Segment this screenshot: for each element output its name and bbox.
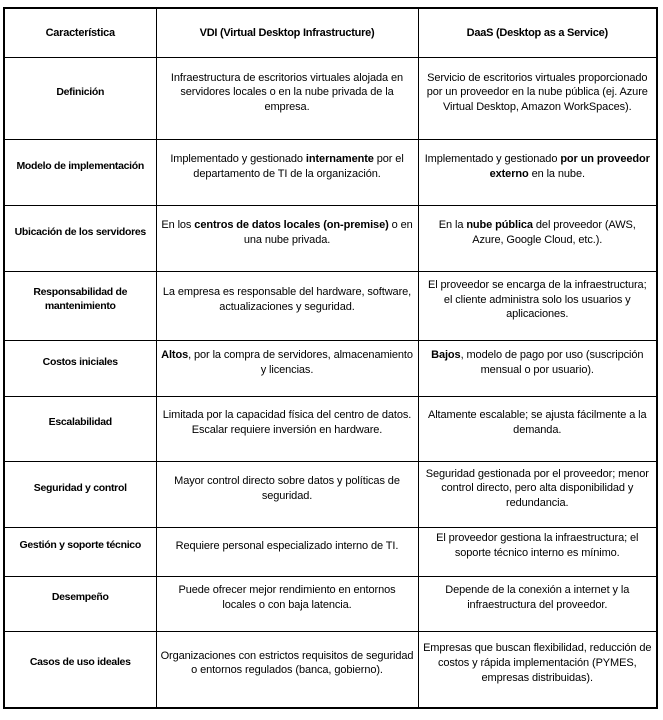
vdi-cell: Requiere personal especializado interno de TI.	[156, 528, 418, 577]
table-row-ubicacion-servidores	[4, 206, 657, 272]
vdi-cell: Organizaciones con estrictos requisitos de seguridad o entornos regulados (banca, gobierno).	[156, 632, 418, 708]
vdi-cell: Altos, por la compra de servidores, almacenamiento y licencias.	[156, 341, 418, 397]
table-row-modelo-de-implementacion	[4, 140, 657, 206]
feature-cell: Definición	[4, 58, 156, 140]
column-header-caracteristica: Característica	[4, 8, 156, 58]
column-header-vdi: VDI (Virtual Desktop Infrastructure)	[156, 8, 418, 58]
vdi-cell: Limitada por la capacidad física del centro de datos. Escalar requiere inversión en hardware.	[156, 397, 418, 462]
vdi-cell: La empresa es responsable del hardware, software, actualizaciones y seguridad.	[156, 272, 418, 341]
vdi-cell: Puede ofrecer mejor rendimiento en entornos locales o con baja latencia.	[156, 577, 418, 632]
feature-cell: Gestión y soporte técnico	[4, 528, 156, 577]
table-row-casos-de-uso-ideales	[4, 632, 657, 708]
table-row-escalabilidad	[4, 397, 657, 462]
table-row-seguridad-y-control	[4, 462, 657, 528]
feature-cell: Desempeño	[4, 577, 156, 632]
daas-cell: Implementado y gestionado por un proveedor externo en la nube.	[418, 140, 657, 206]
table-row-responsabilidad-mantenimiento	[4, 272, 657, 341]
column-header-daas: DaaS (Desktop as a Service)	[418, 8, 657, 58]
daas-cell: Altamente escalable; se ajusta fácilmente a la demanda.	[418, 397, 657, 462]
vdi-cell: En los centros de datos locales (on-premise) o en una nube privada.	[156, 206, 418, 272]
vdi-cell: Implementado y gestionado internamente por el departamento de TI de la organización.	[156, 140, 418, 206]
table-row-definicion	[4, 58, 657, 140]
vdi-cell: Infraestructura de escritorios virtuales alojada en servidores locales o en la nube privada de la empresa.	[156, 58, 418, 140]
feature-cell: Ubicación de los servidores	[4, 206, 156, 272]
table-row-gestion-soporte-tecnico	[4, 528, 657, 577]
table-header-row	[4, 8, 657, 58]
daas-cell: Servicio de escritorios virtuales proporcionado por un proveedor en la nube pública (ej. Azure Virtual Desktop, Amazon WorkSpaces).	[418, 58, 657, 140]
feature-cell: Costos iniciales	[4, 341, 156, 397]
daas-cell: El proveedor se encarga de la infraestructura; el cliente administra solo los usuarios y aplicaciones.	[418, 272, 657, 341]
table-row-costos-iniciales	[4, 341, 657, 397]
feature-cell: Casos de uso ideales	[4, 632, 156, 708]
daas-cell: El proveedor gestiona la infraestructura; el soporte técnico interno es mínimo.	[418, 528, 657, 577]
vdi-daas-comparison-table	[3, 7, 658, 709]
feature-cell: Responsabilidad de mantenimiento	[4, 272, 156, 341]
daas-cell: Seguridad gestionada por el proveedor; menor control directo, pero alta disponibilidad y redundancia.	[418, 462, 657, 528]
daas-cell: Depende de la conexión a internet y la infraestructura del proveedor.	[418, 577, 657, 632]
feature-cell: Escalabilidad	[4, 397, 156, 462]
table-row-desempeno	[4, 577, 657, 632]
feature-cell: Modelo de implementación	[4, 140, 156, 206]
feature-cell: Seguridad y control	[4, 462, 156, 528]
vdi-cell: Mayor control directo sobre datos y políticas de seguridad.	[156, 462, 418, 528]
daas-cell: Empresas que buscan flexibilidad, reducción de costos y rápida implementación (PYMES, empresas distribuidas).	[418, 632, 657, 708]
daas-cell: Bajos, modelo de pago por uso (suscripción mensual o por usuario).	[418, 341, 657, 397]
daas-cell: En la nube pública del proveedor (AWS, Azure, Google Cloud, etc.).	[418, 206, 657, 272]
